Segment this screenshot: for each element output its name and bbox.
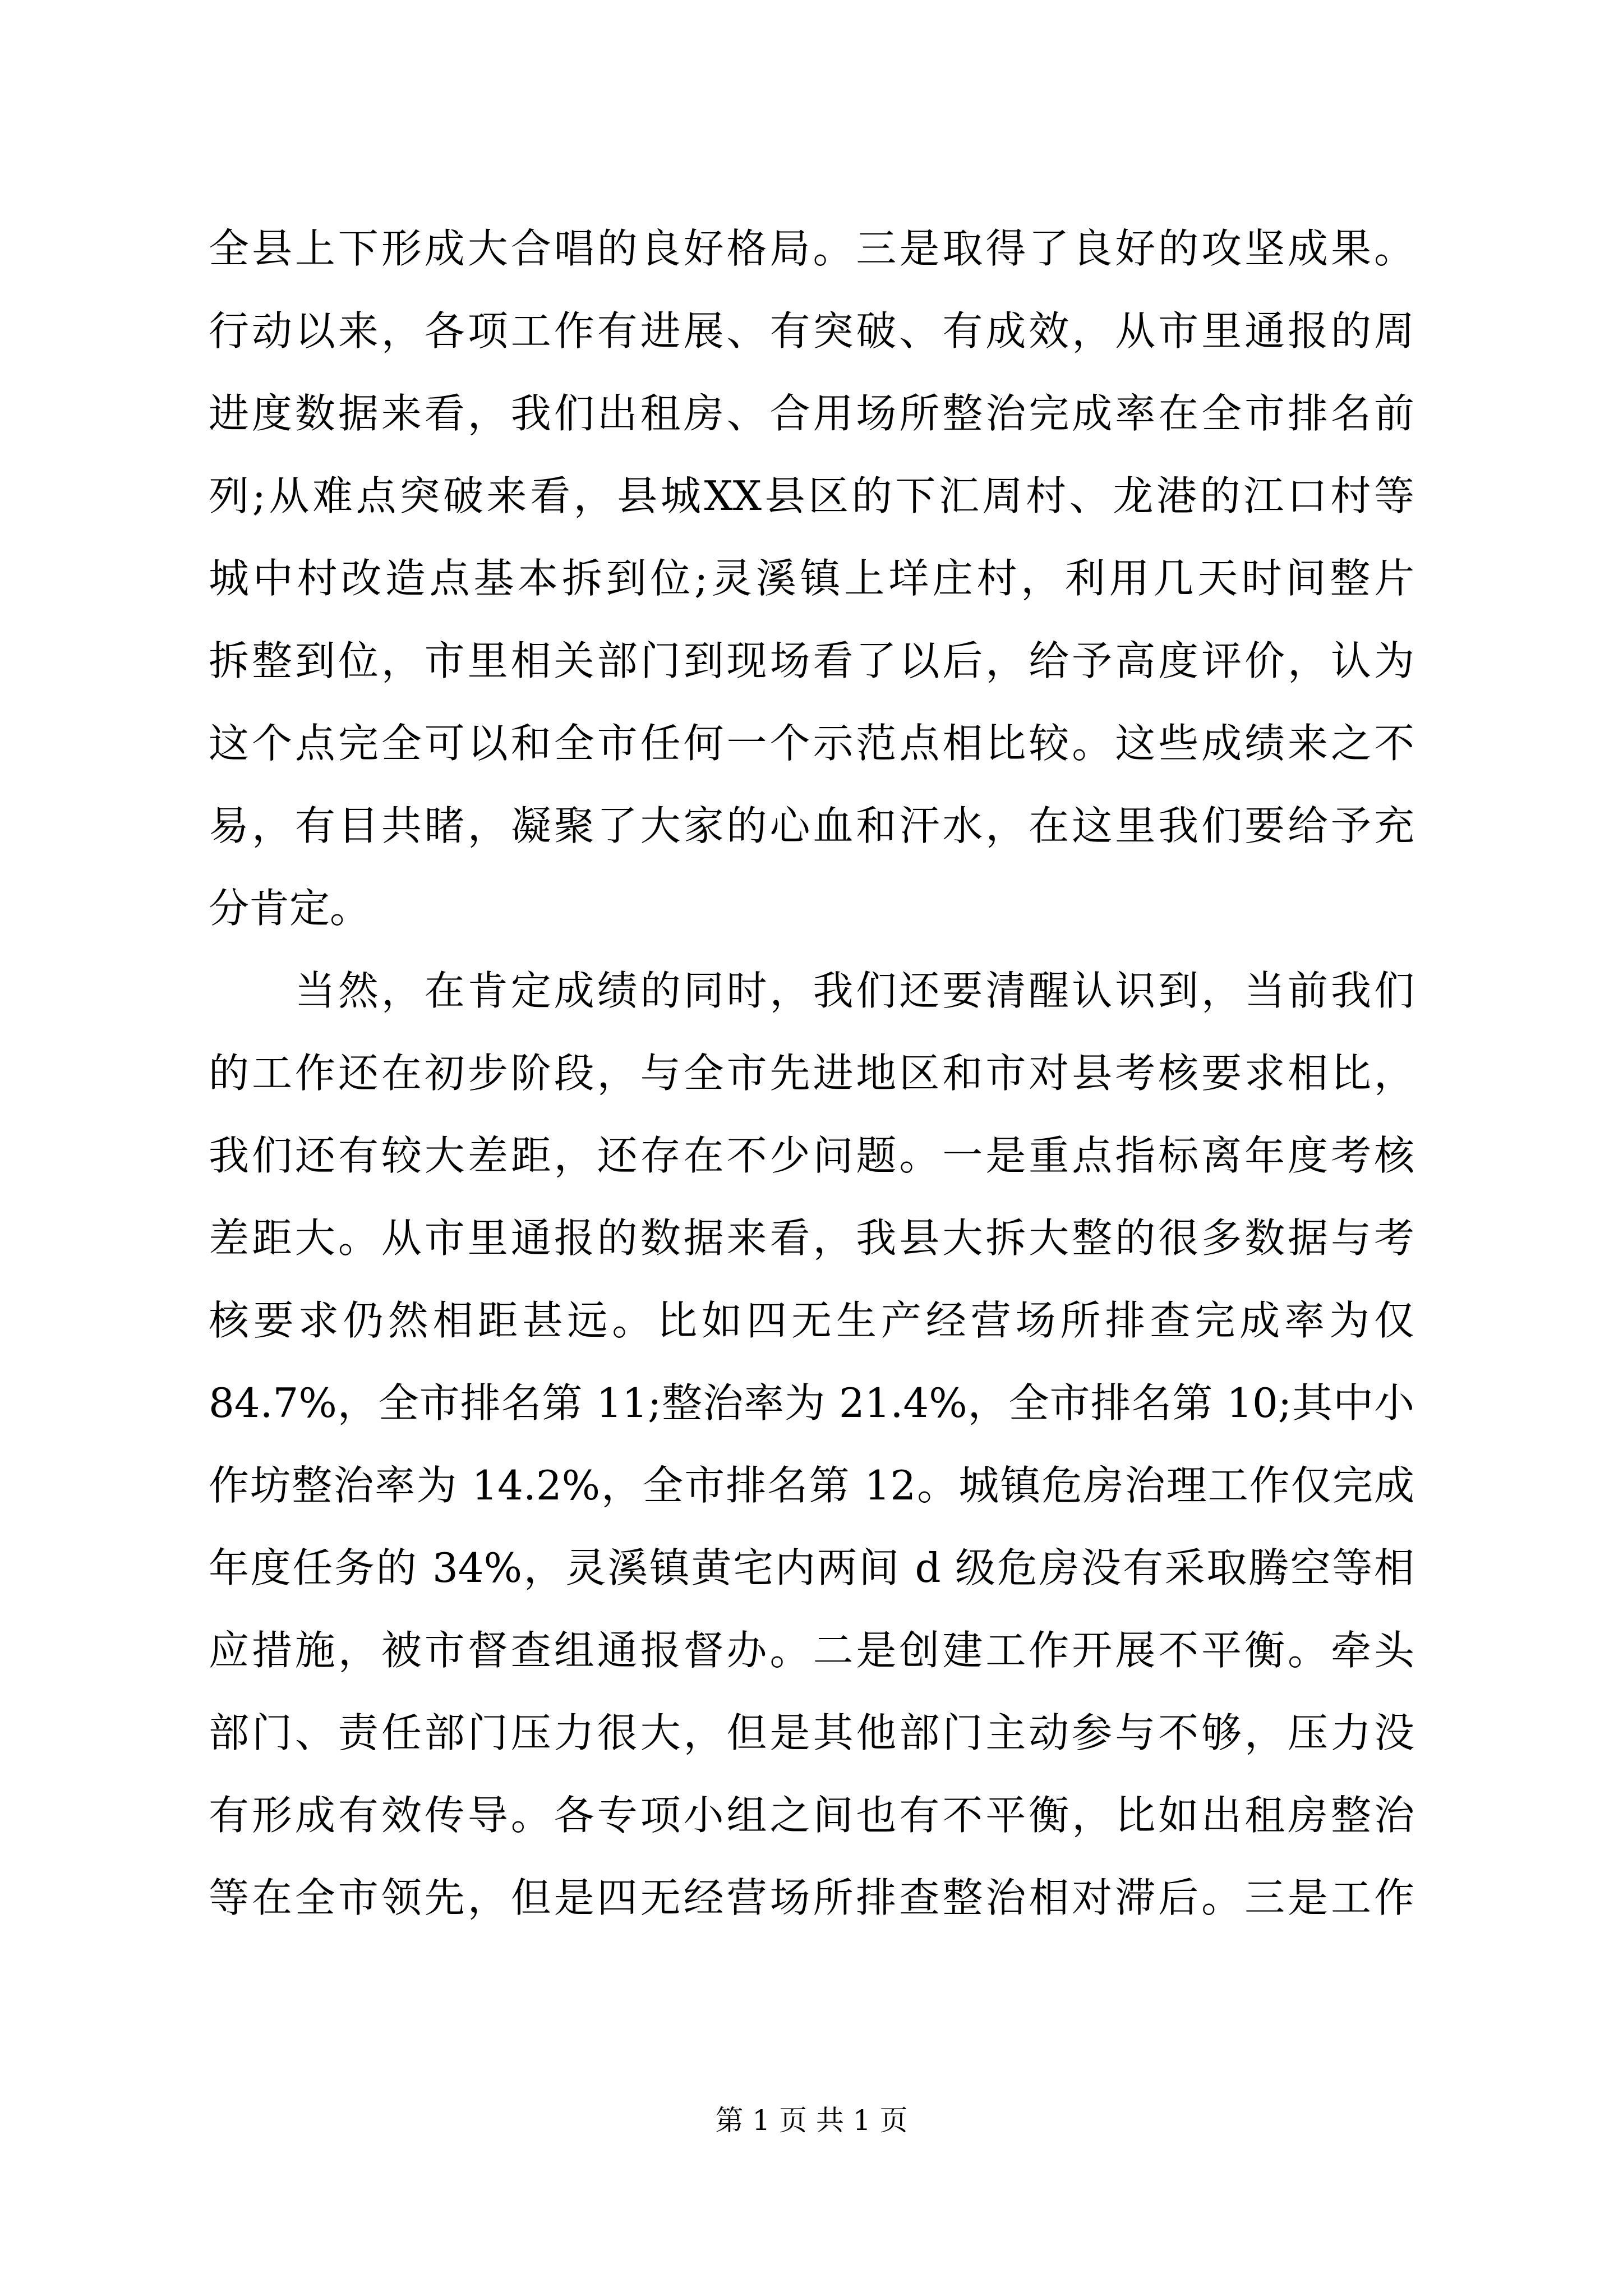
text-line: 差距大。从市里通报的数据来看，我县大拆大整的很多数据与考	[209, 1214, 1414, 1262]
text-line: 全县上下形成大合唱的良好格局。三是取得了良好的攻坚成果。	[209, 225, 1414, 272]
text-line: 列;从难点突破来看，县城XX县区的下汇周村、龙港的江口村等	[209, 472, 1414, 519]
text-line: 84.7%，全市排名第 11;整治率为 21.4%，全市排名第 10;其中小	[209, 1379, 1414, 1427]
document-body	[209, 208, 1414, 1939]
text-line: 拆整到位，市里相关部门到现场看了以后，给予高度评价，认为	[209, 637, 1414, 684]
text-line: 等在全市领先，但是四无经营场所排查整治相对滞后。三是工作	[209, 1874, 1414, 1921]
text-line: 年度任务的 34%，灵溪镇黄宅内两间 d 级危房没有采取腾空等相	[209, 1544, 1414, 1591]
text-line: 当然，在肯定成绩的同时，我们还要清醒认识到，当前我们	[209, 967, 1414, 1014]
paragraph-2	[209, 950, 1414, 1939]
text-line: 这个点完全可以和全市任何一个示范点相比较。这些成绩来之不	[209, 720, 1414, 767]
paragraph-1	[209, 208, 1414, 950]
text-line: 作坊整治率为 14.2%，全市排名第 12。城镇危房治理工作仅完成	[209, 1462, 1414, 1509]
page-footer: 第 1 页 共 1 页	[715, 2104, 908, 2137]
text-line: 分肯定。	[209, 885, 371, 932]
text-line: 的工作还在初步阶段，与全市先进地区和市对县考核要求相比，	[209, 1050, 1414, 1097]
text-line: 易，有目共睹，凝聚了大家的心血和汗水，在这里我们要给予充	[209, 802, 1414, 849]
text-line: 核要求仍然相距甚远。比如四无生产经营场所排查完成率为仅	[209, 1297, 1414, 1344]
text-line: 进度数据来看，我们出租房、合用场所整治完成率在全市排名前	[209, 390, 1414, 437]
text-line: 部门、责任部门压力很大，但是其他部门主动参与不够，压力没	[209, 1709, 1414, 1756]
text-line: 城中村改造点基本拆到位;灵溪镇上垟庄村，利用几天时间整片	[209, 555, 1414, 602]
text-line: 应措施，被市督查组通报督办。二是创建工作开展不平衡。牵头	[209, 1627, 1414, 1674]
text-line: 有形成有效传导。各专项小组之间也有不平衡，比如出租房整治	[209, 1792, 1414, 1839]
text-line: 行动以来，各项工作有进展、有突破、有成效，从市里通报的周	[209, 307, 1414, 355]
text-line: 我们还有较大差距，还存在不少问题。一是重点指标离年度考核	[209, 1132, 1414, 1179]
